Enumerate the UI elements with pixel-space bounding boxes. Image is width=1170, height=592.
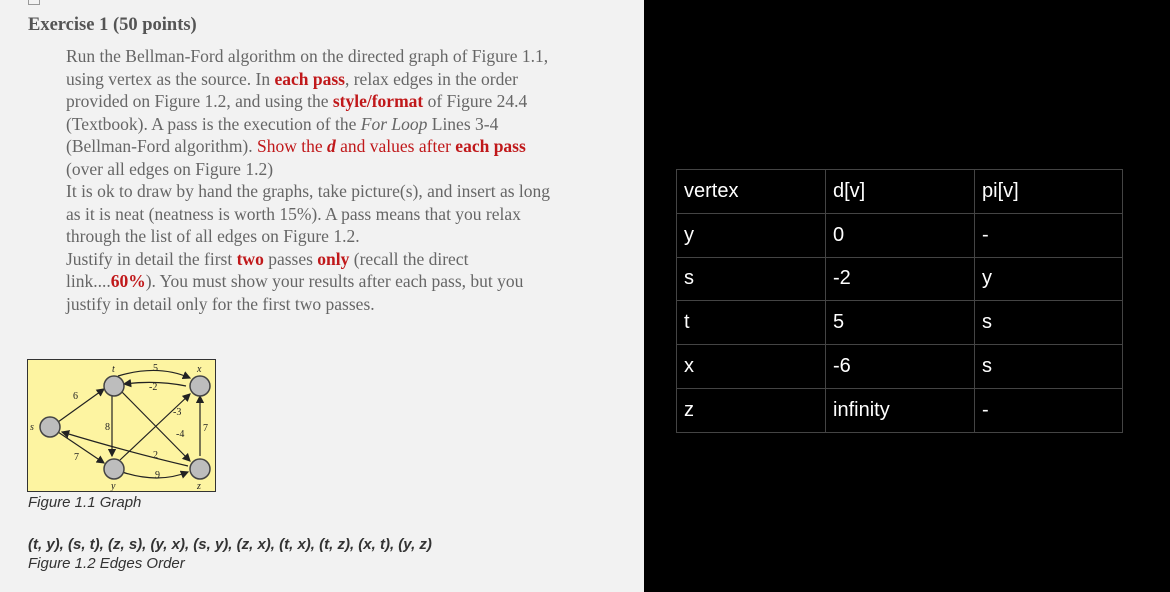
- weight: 8: [105, 422, 110, 433]
- edge-s-y: [58, 432, 104, 463]
- body-line: link....60%). You must show your results after each pass, but you: [66, 271, 524, 291]
- weight: 5: [153, 363, 158, 374]
- cell: z: [677, 388, 826, 432]
- cell: t: [677, 301, 826, 345]
- cell: -: [975, 213, 1123, 257]
- body-line: (Textbook). A pass is the execution of the For Loop Lines 3-4: [66, 113, 499, 134]
- cell: s: [975, 345, 1123, 389]
- bellman-ford-table: [676, 169, 1123, 433]
- label-z: z: [197, 481, 201, 492]
- label-x: x: [197, 364, 202, 375]
- body-line: using vertex as the source. In each pass, relax edges in the order: [66, 68, 518, 89]
- graph-svg: [28, 360, 217, 493]
- vertex-z: [190, 459, 210, 479]
- body-line: (over all edges on Figure 1.2): [66, 158, 274, 179]
- body-line: Run the Bellman-Ford algorithm on the directed graph of Figure 1.1,: [66, 46, 549, 66]
- cell: y: [677, 213, 826, 257]
- vertex-x: [190, 376, 210, 396]
- cell: -2: [826, 257, 975, 301]
- cell: -: [975, 388, 1123, 432]
- weight: 6: [73, 391, 78, 402]
- weight: -4: [176, 429, 185, 440]
- table-row: [677, 388, 1123, 432]
- body-line: justify in detail only for the first two passes.: [66, 293, 375, 314]
- figure1-caption: Figure 1.1 Graph: [28, 494, 142, 511]
- label-y: y: [111, 481, 116, 492]
- weight: -2: [149, 382, 158, 393]
- cell: -6: [826, 345, 975, 389]
- weight: 9: [155, 470, 160, 481]
- edges-order: (t, y), (s, t), (z, s), (y, x), (s, y), (z, x), (t, x), (t, z), (x, t), (y, z): [28, 536, 432, 553]
- table-row: [677, 257, 1123, 301]
- figure2-caption: Figure 1.2 Edges Order: [28, 555, 185, 572]
- cell: s: [975, 301, 1123, 345]
- weight: 7: [74, 452, 79, 463]
- table-row: [677, 345, 1123, 389]
- body-line: (Bellman-Ford algorithm). Show the d and values after each pass: [66, 136, 526, 156]
- graph-figure: [27, 359, 216, 492]
- exercise-title: Exercise 1 (50 points): [28, 15, 197, 35]
- table-row: [677, 301, 1123, 345]
- edge-z-s: [62, 432, 188, 466]
- weight: -3: [173, 407, 182, 418]
- header-cell: pi[v]: [975, 170, 1123, 214]
- vertex-t: [104, 376, 124, 396]
- cell: s: [677, 257, 826, 301]
- cell: x: [677, 345, 826, 389]
- body-line: as it is neat (neatness is worth 15%). A pass means that you relax: [66, 203, 521, 224]
- vertex-y: [104, 459, 124, 479]
- cell: y: [975, 257, 1123, 301]
- checkbox[interactable]: [28, 0, 40, 5]
- edge-s-t: [58, 389, 104, 422]
- label-s: s: [30, 422, 34, 433]
- body-line: It is ok to draw by hand the graphs, take picture(s), and insert as long: [66, 181, 551, 201]
- label-t: t: [112, 364, 115, 375]
- body-line: Justify in detail the first two passes only (recall the direct: [66, 248, 469, 269]
- cell: infinity: [826, 388, 975, 432]
- exercise-body: [66, 45, 626, 315]
- body-line: provided on Figure 1.2, and using the style/format of Figure 24.4: [66, 91, 528, 111]
- weight: 7: [203, 423, 208, 434]
- table-row: [677, 213, 1123, 257]
- header-cell: d[v]: [826, 170, 975, 214]
- vertex-s: [40, 417, 60, 437]
- body-line: through the list of all edges on Figure 1.2.: [66, 226, 360, 246]
- cell: 5: [826, 301, 975, 345]
- weight: 2: [153, 450, 158, 461]
- cell: 0: [826, 213, 975, 257]
- header-cell: vertex: [677, 170, 826, 214]
- table-header-row: [677, 170, 1123, 214]
